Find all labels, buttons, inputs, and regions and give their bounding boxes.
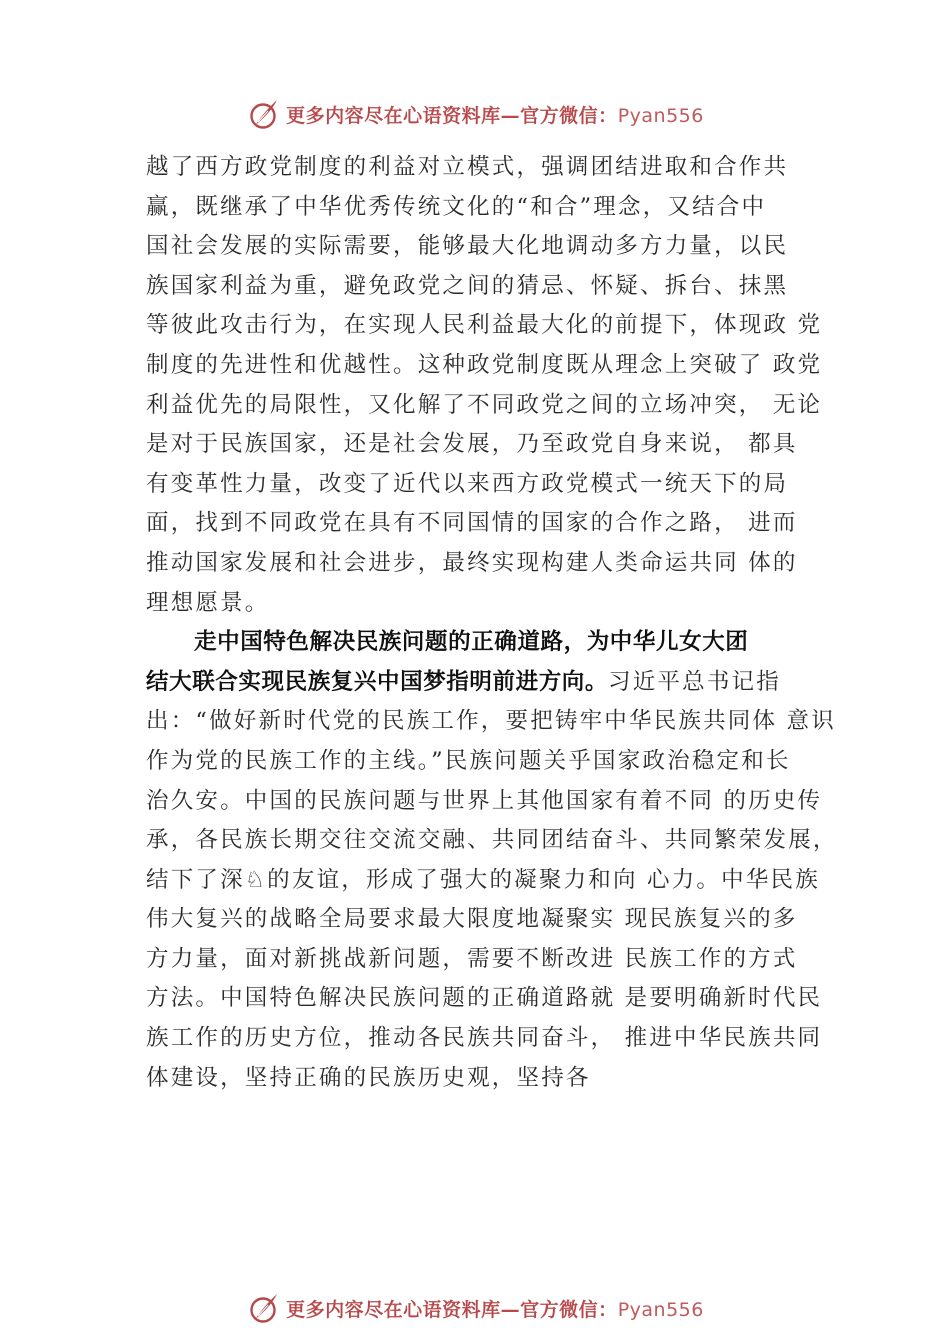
watermark-brand: 更多内容尽在心语资料库 — [286, 104, 501, 127]
quill-logo-icon — [246, 97, 280, 131]
watermark-official-label: —官方微信： — [500, 104, 618, 127]
section-heading-end: 结大联合实现民族复兴中国梦指明前进方向。 — [146, 668, 609, 695]
section-heading-line — [146, 663, 836, 703]
paragraph1-line: 面，找到不同政党在具有不同国情的国家的合作之路， 进而 — [146, 510, 798, 537]
paragraph1-line: 等彼此攻击行为，在实现人民利益最大化的前提下，体现政 党 — [146, 312, 823, 339]
watermark-wechat-id: Pyan556 — [617, 1298, 704, 1321]
section-heading-line: 走中国特色解决民族问题的正确道路，为中华儿女大团 — [194, 629, 749, 656]
paragraph2-line: 体建设，坚持正确的民族历史观，坚持各 — [146, 1064, 591, 1091]
footer-watermark — [0, 1288, 950, 1328]
paragraph2-line: 承，各民族长期交往交流交融、共同团结奋斗、共同繁荣发展， — [146, 827, 838, 854]
paragraph2-line-start: 习近平总书记指 — [608, 668, 781, 695]
watermark-text — [286, 1295, 704, 1322]
paragraph2-line: 方法。中国特色解决民族问题的正确道路就 是要明确新时代民 — [146, 985, 823, 1012]
paragraph2-line: 方力量，面对新挑战新问题，需要不断改进 民族工作的方式 — [146, 945, 798, 972]
paragraph1-line: 是对于民族国家，还是社会发展，乃至政党自身来说， 都具 — [146, 431, 798, 458]
paragraph2-line: 伟大复兴的战略全局要求最大限度地凝聚实 现民族复兴的多 — [146, 906, 798, 933]
paragraph1-line: 国社会发展的实际需要，能够最大化地调动多方力量，以民 — [146, 233, 789, 260]
watermark-wechat-id: Pyan556 — [617, 104, 704, 127]
paragraph1-line: 越了西方政党制度的利益对立模式，强调团结进取和合作共 — [146, 154, 789, 180]
header-watermark — [0, 94, 950, 134]
paragraph2-line: 族工作的历史方位，推动各民族共同奋斗， 推进中华民族共同 — [146, 1025, 823, 1052]
watermark-official-label: —官方微信： — [500, 1298, 618, 1321]
paragraph2-line: 结下了深♘的友谊，形成了强大的凝聚力和向 心力。中华民族 — [146, 866, 820, 893]
paragraph1-line: 制度的先进性和优越性。这种政党制度既从理念上突破了 政党 — [146, 351, 823, 378]
watermark-brand: 更多内容尽在心语资料库 — [286, 1298, 501, 1321]
paragraph2-line: 出：“做好新时代党的民族工作，要把铸牢中华民族共同体 意识 — [146, 708, 836, 735]
paragraph1-line: 有变革性力量，改变了近代以来西方政党模式一统天下的局 — [146, 470, 789, 497]
paragraph1-line: 利益优先的局限性，又化解了不同政党之间的立场冲突， 无论 — [146, 391, 823, 418]
paragraph1-line: 族国家利益为重，避免政党之间的猜忌、怀疑、拆台、抹黑 — [146, 272, 789, 299]
document-body — [146, 148, 836, 1098]
watermark-text — [286, 101, 704, 128]
paragraph1-line: 理想愿景。 — [146, 589, 270, 616]
paragraph2-line: 治久安。中国的民族问题与世界上其他国家有着不同 的历史传 — [146, 787, 823, 814]
quill-logo-icon — [246, 1291, 280, 1325]
paragraph2-line: 作为党的民族工作的主线。”民族问题关乎国家政治稳定和长 — [146, 747, 791, 774]
paragraph1-line: 推动国家发展和社会进步，最终实现构建人类命运共同 体的 — [146, 549, 798, 576]
paragraph1-line: 赢，既继承了中华优秀传统文化的“和合”理念，又结合中 — [146, 193, 767, 220]
